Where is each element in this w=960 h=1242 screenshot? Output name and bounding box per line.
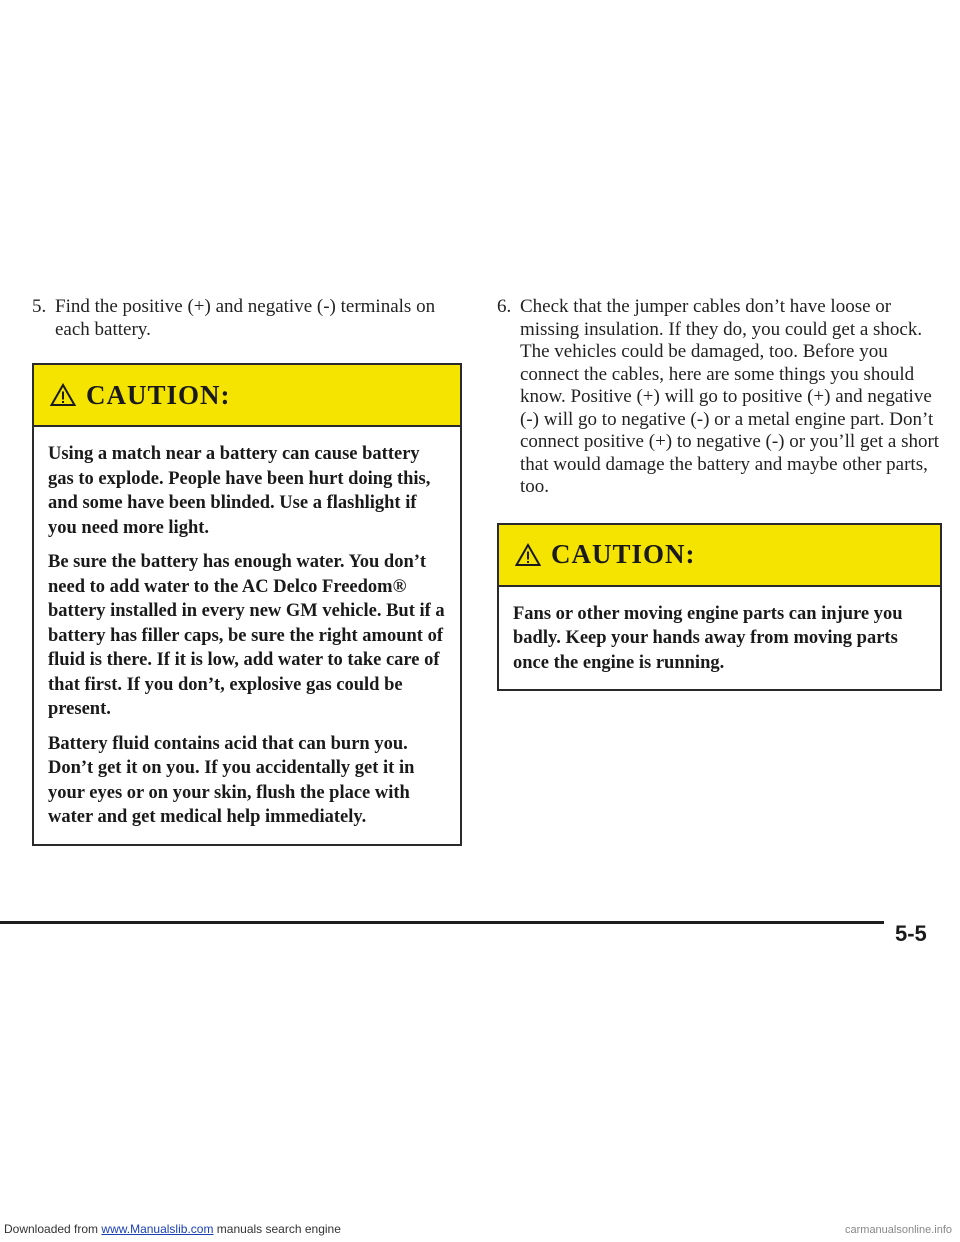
- step-number: 5.: [32, 296, 47, 317]
- caution-box-battery: [32, 363, 462, 846]
- caution-paragraph: Using a match near a battery can cause battery gas to explode. People have been hurt doing this, and some have been blinded. Use a flashlight if you need more light.: [48, 444, 431, 538]
- caution-title: CAUTION:: [551, 539, 696, 569]
- right-column: [497, 296, 942, 691]
- caution-paragraph: Be sure the battery has enough water. You don’t need to add water to the AC Delco Freedom® battery installed in every new GM vehicle. But if a battery has filler caps, be sure the right amount of fluid is there. If it is low, add water to take care of that first. If you don’t, explosive gas could be present.: [48, 552, 445, 719]
- caution-paragraph: Battery fluid contains acid that can burn you. Don’t get it on you. If you accidentally get it in your eyes or on your skin, flush the place with water and get medical help immediately.: [48, 733, 415, 827]
- caution-title: CAUTION:: [86, 379, 231, 410]
- caution-body: [34, 427, 460, 844]
- caution-header: [34, 365, 460, 427]
- step-text: Find the positive (+) and negative (-) terminals on each battery.: [55, 296, 436, 340]
- left-column: [32, 296, 462, 846]
- step-5: [32, 296, 462, 341]
- manualslib-link[interactable]: www.Manualslib.com: [101, 1222, 214, 1236]
- download-footer: [4, 1222, 341, 1236]
- step-text: Check that the jumper cables don’t have loose or missing insulation. If they do, you could get a shock. The vehicles could be damaged, too. Before you connect the cables, here are some things you should know. Positive (+) will go to positive (+) and negative (-) will go to negative (-) or a metal engine part. Don’t connect positive (+) to negative (-) or you’ll get a short that would damage the battery and maybe other parts, too.: [520, 296, 940, 497]
- warning-triangle-icon: [50, 383, 76, 407]
- caution-header: [499, 525, 940, 587]
- footer-suffix: manuals search engine: [216, 1222, 341, 1236]
- caution-paragraph: Fans or other moving engine parts can injure you badly. Keep your hands away from moving parts once the engine is running.: [513, 603, 903, 673]
- caution-box-fans: [497, 523, 942, 692]
- watermark-text: carmanualsonline.info: [845, 1224, 953, 1236]
- page-number: 5-5: [895, 921, 927, 946]
- step-6: [497, 296, 942, 499]
- footer-rule: [0, 921, 884, 924]
- warning-triangle-icon: [515, 543, 541, 567]
- step-number: 6.: [497, 296, 512, 317]
- caution-body: [499, 587, 940, 690]
- footer-prefix: Downloaded from: [4, 1222, 99, 1236]
